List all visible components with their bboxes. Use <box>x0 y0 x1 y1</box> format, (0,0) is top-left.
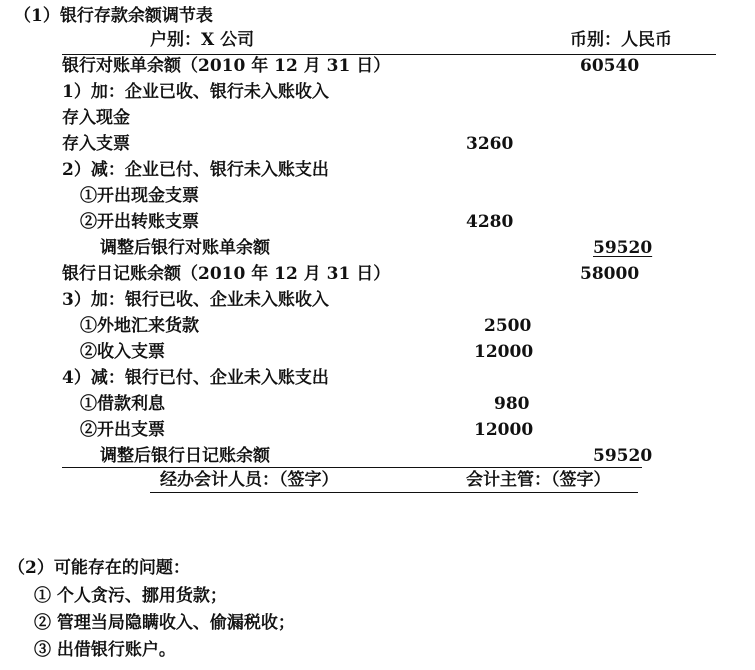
table-title: （1）银行存款余额调节表 <box>14 6 213 26</box>
row-label: 2）减：企业已付、银行未入账支出 <box>62 160 329 180</box>
row-label: ②收入支票 <box>80 342 165 362</box>
row-label: 银行日记账余额（2010 年 12 月 31 日） <box>62 264 391 284</box>
row-label: 3）加：银行已收、企业未入账收入 <box>62 290 329 310</box>
row-total: 58000 <box>580 264 640 284</box>
row-label: 1）加：企业已收、银行未入账收入 <box>62 82 329 102</box>
row-amount: 12000 <box>474 342 534 362</box>
issue-item: ② 管理当局隐瞒收入、偷漏税收； <box>34 613 295 633</box>
row-amount: 980 <box>494 394 530 414</box>
row-label: ②开出转账支票 <box>80 212 199 232</box>
row-label: ①外地汇来货款 <box>80 316 199 336</box>
currency-header: 币别：人民币 <box>570 30 672 50</box>
row-label: ②开出支票 <box>80 420 165 440</box>
row-label: ①借款利息 <box>80 394 165 414</box>
footer-rule <box>150 492 638 493</box>
row-label: 调整后银行对账单余额 <box>100 238 270 258</box>
row-amount: 12000 <box>474 420 534 440</box>
row-total: 59520 <box>593 446 653 466</box>
accountant-signature: 经办会计人员：（签字） <box>160 470 339 490</box>
issue-item: ③ 出借银行账户。 <box>34 640 176 660</box>
row-total: 60540 <box>580 56 640 76</box>
row-label: 银行对账单余额（2010 年 12 月 31 日） <box>62 56 391 76</box>
account-header: 户别：X 公司 <box>150 30 255 50</box>
row-label: 4）减：银行已付、企业未入账支出 <box>62 368 329 388</box>
issue-item: ① 个人贪污、挪用货款； <box>34 586 227 606</box>
row-amount: 3260 <box>466 134 514 154</box>
row-total: 59520 <box>593 238 653 258</box>
row-amount: 4280 <box>466 212 514 232</box>
supervisor-signature: 会计主管：（签字） <box>466 470 611 490</box>
issues-heading: （2）可能存在的问题： <box>8 558 190 578</box>
header-rule <box>62 54 716 55</box>
row-label: 调整后银行日记账余额 <box>100 446 270 466</box>
totals-rule <box>62 467 642 468</box>
row-label: 存入现金 <box>62 108 130 128</box>
row-label: ①开出现金支票 <box>80 186 199 206</box>
row-label: 存入支票 <box>62 134 130 154</box>
row-amount: 2500 <box>484 316 532 336</box>
